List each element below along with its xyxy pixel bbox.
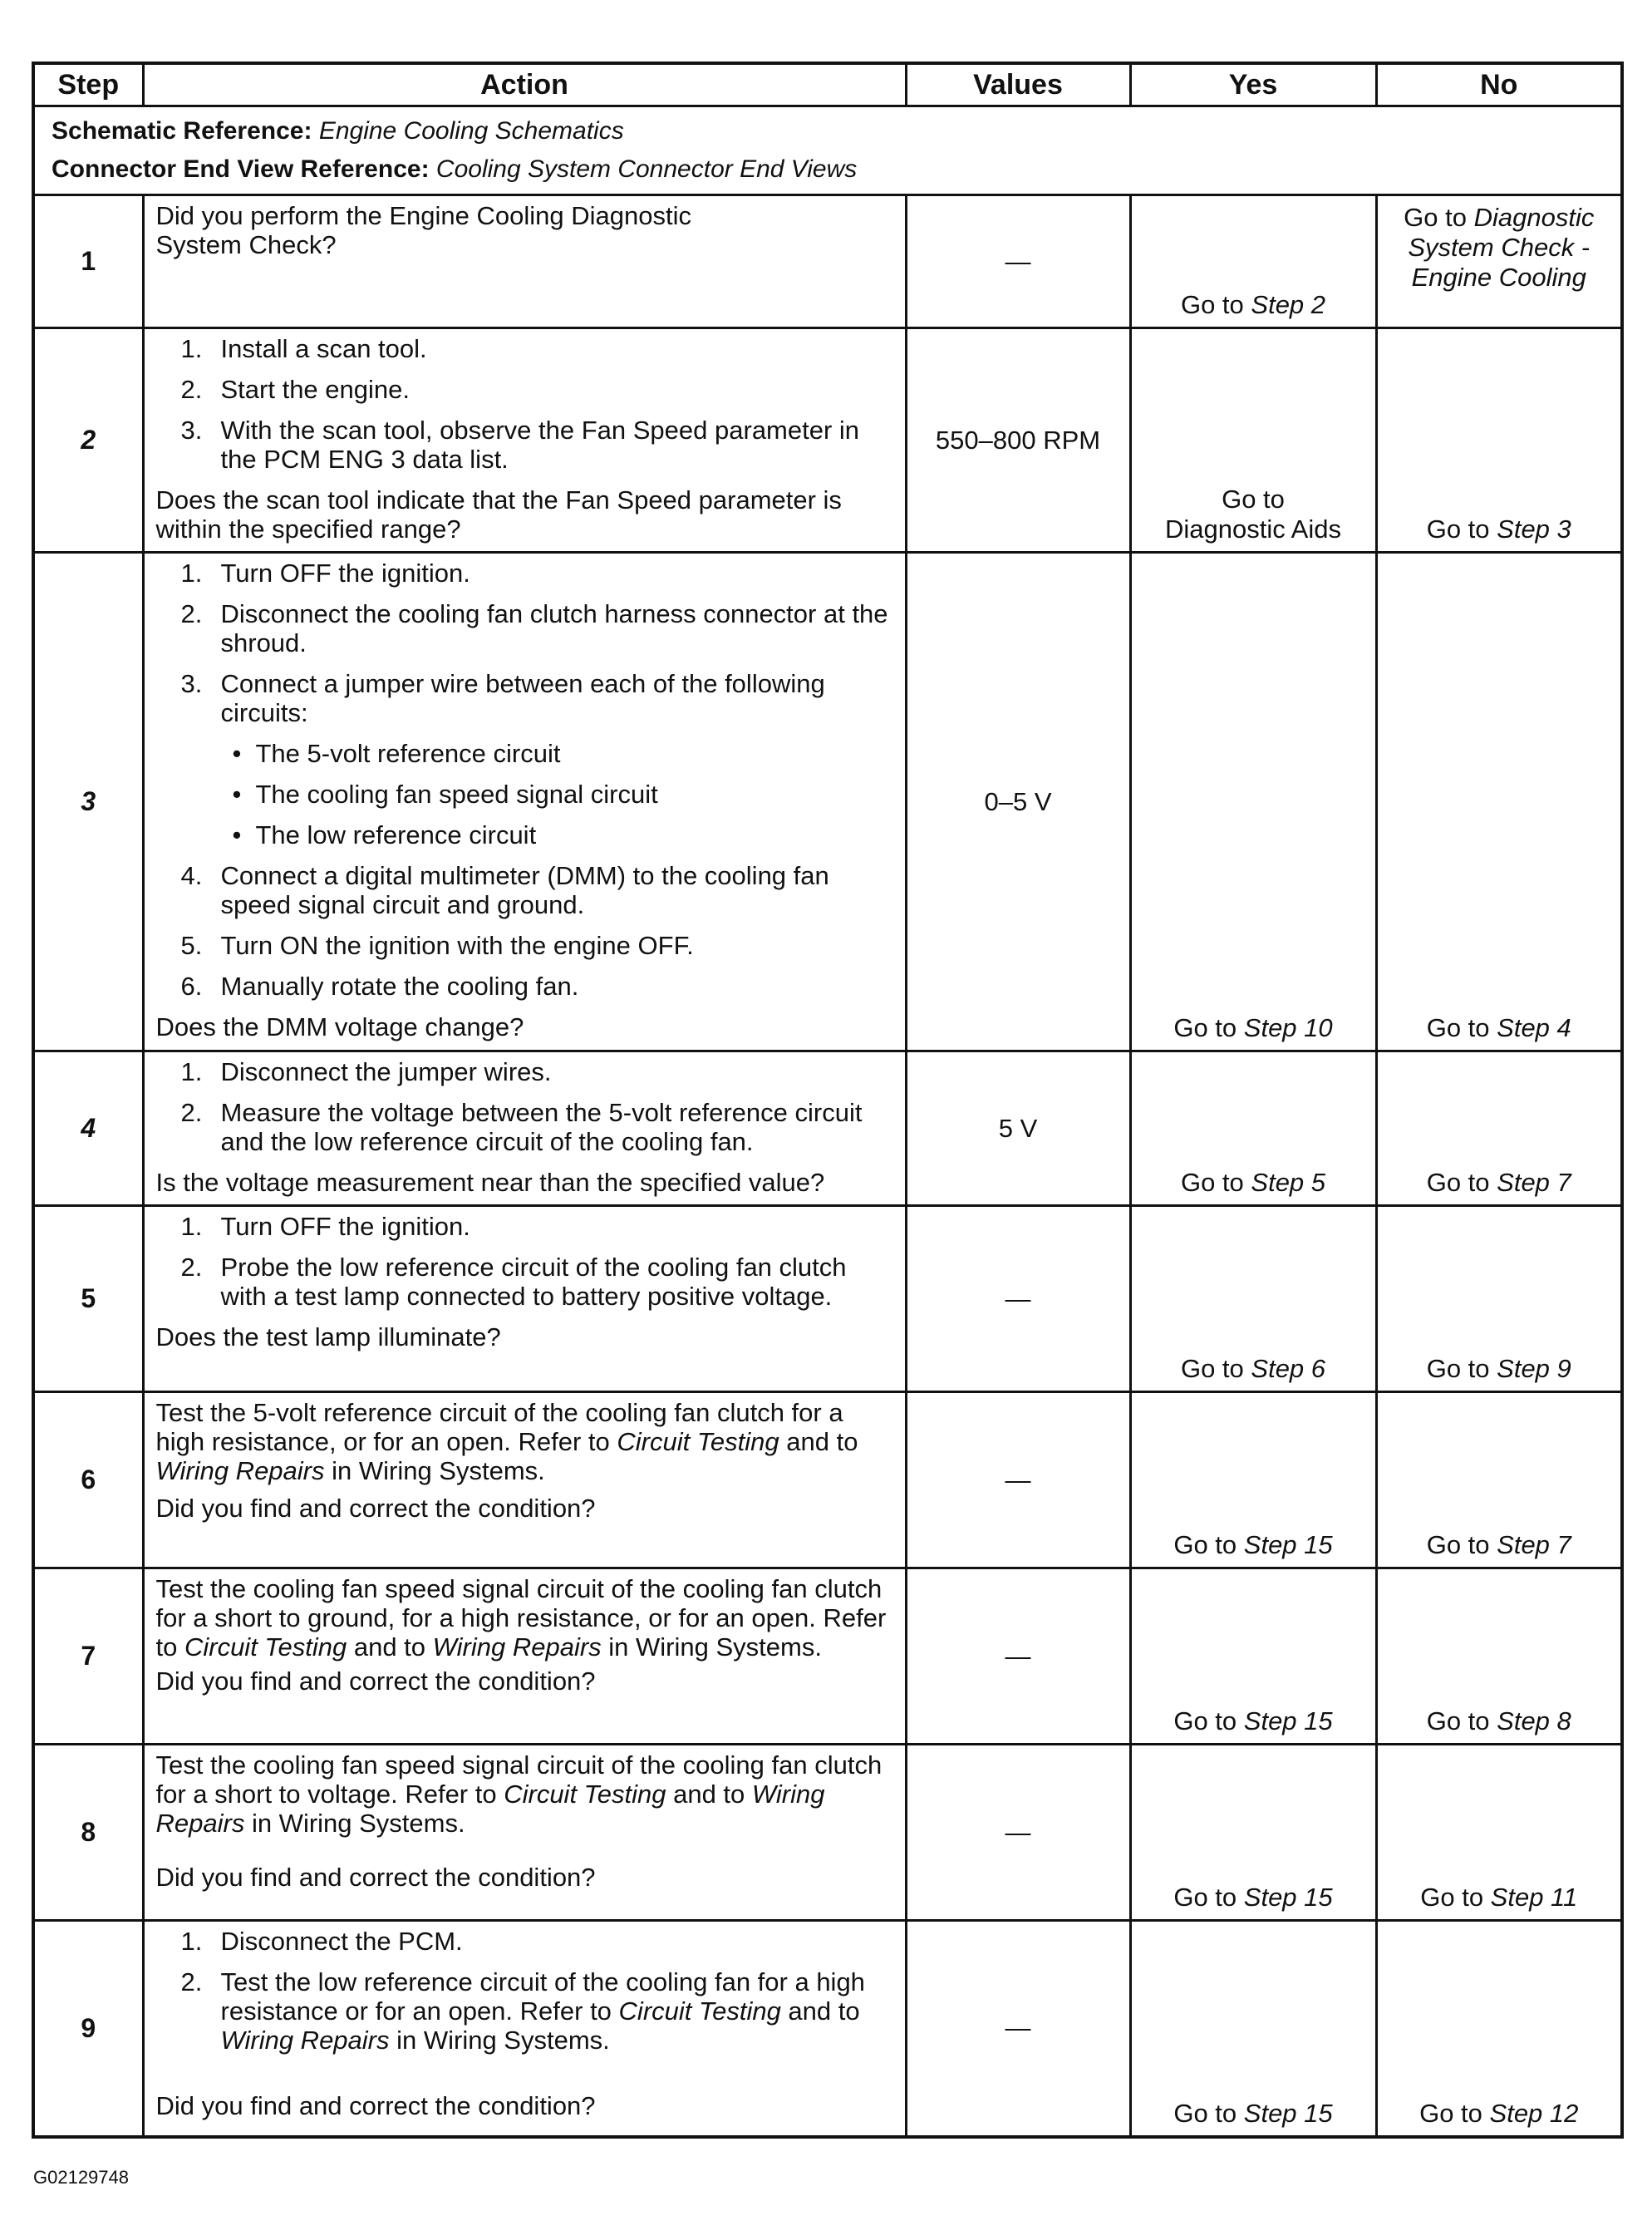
yes-link[interactable]: Step 10	[1243, 1013, 1333, 1042]
reference-cell	[33, 106, 1622, 195]
action-step: 6. Manually rotate the cooling fan.	[180, 972, 579, 1001]
step-action	[143, 1568, 906, 1745]
no-prefix: Go to	[1426, 1530, 1497, 1559]
no-prefix: Go to	[1426, 514, 1497, 544]
action-step: 2. Test the low reference circuit of the cooling fan for a high resistance or for an open. Refer to Circuit Testing and to Wiring Repairs in Wiring Systems.	[180, 1967, 865, 2055]
no-link[interactable]: Step 12	[1489, 2098, 1579, 2128]
wiring-repairs-link[interactable]: Wiring Repairs	[155, 1780, 825, 1838]
action-question: Did you find and correct the condition?	[155, 1494, 596, 1523]
action-step: 2. Measure the voltage between the 5-volt reference circuit and the low reference circuit of the cooling fan.	[180, 1098, 863, 1156]
step-action	[143, 1392, 906, 1568]
step-action	[143, 1051, 906, 1206]
step-number: 9	[33, 1921, 143, 2137]
action-text: Test the cooling fan speed signal circuit of the cooling fan clutch for a short to voltage. Refer to Circuit Testing and to Wiring Repairs in Wiring Systems.	[155, 1750, 883, 1838]
yes-link[interactable]: Step 15	[1243, 1706, 1333, 1735]
header-values: Values	[906, 63, 1130, 106]
circuit-testing-link[interactable]: Circuit Testing	[618, 1996, 781, 2026]
action-bullets	[156, 739, 897, 849]
step-number: 6	[33, 1392, 143, 1568]
no-prefix: Go to	[1426, 1168, 1497, 1197]
no-prefix: Go to	[1420, 1883, 1491, 1912]
action-step: 1. Turn OFF the ignition.	[180, 1212, 470, 1241]
no-prefix: Go to	[1426, 1354, 1497, 1383]
step-value: 5 V	[906, 1051, 1130, 1206]
step-yes	[1130, 1921, 1376, 2137]
no-link[interactable]: Step 3	[1497, 514, 1571, 544]
action-question: Does the DMM voltage change?	[155, 1012, 524, 1041]
no-link[interactable]: Step 11	[1490, 1883, 1578, 1912]
yes-link[interactable]: Step 15	[1243, 1883, 1333, 1912]
yes-prefix: Go to	[1173, 2098, 1244, 2128]
step-action	[143, 1921, 906, 2137]
table-row-step-7	[33, 1568, 1622, 1745]
connector-reference	[52, 150, 1604, 189]
yes-prefix: Go to	[1180, 1354, 1251, 1383]
no-link[interactable]: Diagnostic System Check - Engine Cooling	[1408, 203, 1595, 292]
step-number: 8	[33, 1745, 143, 1921]
yes-prefix: Go to	[1180, 290, 1251, 319]
action-question: Did you find and correct the condition?	[155, 1666, 596, 1696]
yes-link[interactable]: Step 15	[1243, 1530, 1333, 1559]
step-value: 550–800 RPM	[906, 328, 1130, 553]
yes-prefix: Go to	[1180, 1168, 1251, 1197]
step-action	[143, 195, 906, 328]
step-action	[143, 328, 906, 553]
schematic-reference	[52, 112, 1604, 150]
yes-prefix: Go to	[1173, 1013, 1244, 1042]
no-link[interactable]: Step 7	[1497, 1530, 1571, 1559]
table-row-step-3	[33, 553, 1622, 1051]
no-link[interactable]: Step 4	[1497, 1013, 1571, 1042]
action-steps	[156, 559, 897, 727]
step-number: 5	[33, 1206, 143, 1392]
action-question: Is the voltage measurement near than the specified value?	[155, 1168, 825, 1197]
step-no	[1376, 1745, 1622, 1921]
action-step: 1. Install a scan tool.	[180, 334, 427, 363]
diagnostic-table	[32, 62, 1624, 2139]
step-no	[1376, 1921, 1622, 2137]
schematic-reference-link[interactable]: Engine Cooling Schematics	[318, 117, 624, 145]
table-row-step-5	[33, 1206, 1622, 1392]
action-step: 1. Disconnect the PCM.	[180, 1927, 463, 1956]
action-step: 3. With the scan tool, observe the Fan Speed parameter in the PCM ENG 3 data list.	[180, 416, 860, 474]
wiring-repairs-link[interactable]: Wiring Repairs	[432, 1632, 602, 1662]
action-bullet: • The 5-volt reference circuit	[232, 739, 561, 768]
no-link[interactable]: Step 7	[1497, 1168, 1571, 1197]
action-text: Test the 5-volt reference circuit of the cooling fan clutch for a high resistance, or for an open. Refer to Circuit Testing and to Wiring Repairs in Wiring Systems.	[155, 1398, 858, 1485]
step-no	[1376, 1568, 1622, 1745]
table-row-step-6	[33, 1392, 1622, 1568]
reference-row	[33, 106, 1622, 195]
action-steps-continued	[156, 861, 897, 1001]
step-value: —	[906, 1206, 1130, 1392]
action-steps	[156, 1057, 897, 1156]
table-row-step-1	[33, 195, 1622, 328]
step-value: —	[906, 195, 1130, 328]
action-step: 1. Turn OFF the ignition.	[180, 559, 470, 588]
no-link[interactable]: Step 9	[1497, 1354, 1571, 1383]
action-steps	[156, 1927, 897, 2055]
step-yes	[1130, 1568, 1376, 1745]
step-no	[1376, 328, 1622, 553]
schematic-reference-label: Schematic Reference:	[52, 117, 312, 145]
action-question: Does the test lamp illuminate?	[155, 1322, 501, 1351]
wiring-repairs-link[interactable]: Wiring Repairs	[220, 2026, 390, 2055]
action-question: Did you find and correct the condition?	[155, 2091, 596, 2120]
step-no	[1376, 195, 1622, 328]
step-value: —	[906, 1392, 1130, 1568]
action-step: 2. Disconnect the cooling fan clutch harness connector at the shroud.	[180, 599, 888, 657]
figure-id: G02129748	[33, 2167, 129, 2188]
yes-link[interactable]: Step 2	[1251, 290, 1326, 319]
no-prefix: Go to	[1426, 1706, 1497, 1735]
step-number: 4	[33, 1051, 143, 1206]
step-action	[143, 553, 906, 1051]
header-yes: Yes	[1130, 63, 1376, 106]
step-value: —	[906, 1568, 1130, 1745]
no-prefix: Go to	[1404, 203, 1474, 232]
yes-prefix: Go to	[1173, 1883, 1244, 1912]
action-question: Does the scan tool indicate that the Fan Speed parameter is within the specified range?	[155, 485, 842, 544]
step-value: —	[906, 1921, 1130, 2137]
table-row-step-8	[33, 1745, 1622, 1921]
header-step: Step	[33, 63, 143, 106]
step-no	[1376, 1392, 1622, 1568]
step-yes	[1130, 328, 1376, 553]
table-row-step-9	[33, 1921, 1622, 2137]
circuit-testing-link[interactable]: Circuit Testing	[504, 1780, 666, 1809]
step-action	[143, 1206, 906, 1392]
action-question: Did you perform the Engine Cooling Diagnostic System Check?	[155, 201, 691, 259]
step-yes	[1130, 1051, 1376, 1206]
step-yes	[1130, 553, 1376, 1051]
step-no	[1376, 1206, 1622, 1392]
step-value: —	[906, 1745, 1130, 1921]
table-row-step-2	[33, 328, 1622, 553]
step-yes	[1130, 1745, 1376, 1921]
step-no	[1376, 553, 1622, 1051]
step-yes	[1130, 195, 1376, 328]
step-number: 2	[33, 328, 143, 553]
step-value: 0–5 V	[906, 553, 1130, 1051]
connector-reference-link[interactable]: Cooling System Connector End Views	[435, 155, 858, 183]
yes-link[interactable]: Step 15	[1243, 2098, 1333, 2128]
action-step: 5. Turn ON the ignition with the engine OFF.	[180, 931, 694, 960]
yes-link[interactable]: Step 6	[1251, 1354, 1326, 1383]
yes-prefix: Go to	[1173, 1706, 1244, 1735]
yes-prefix: Go to	[1222, 485, 1285, 514]
circuit-testing-link[interactable]: Circuit Testing	[617, 1427, 779, 1456]
step-yes	[1130, 1206, 1376, 1392]
action-bullet: • The low reference circuit	[232, 820, 537, 849]
connector-reference-label: Connector End View Reference:	[52, 155, 430, 183]
action-step: 3. Connect a jumper wire between each of the following circuits:	[180, 669, 825, 727]
action-bullet: • The cooling fan speed signal circuit	[232, 780, 658, 809]
action-step: 2. Start the engine.	[180, 375, 410, 404]
step-number: 7	[33, 1568, 143, 1745]
yes-prefix: Go to	[1173, 1530, 1244, 1559]
header-row	[33, 63, 1622, 106]
step-number: 3	[33, 553, 143, 1051]
header-no: No	[1376, 63, 1622, 106]
no-link[interactable]: Step 8	[1497, 1706, 1571, 1735]
table-row-step-4	[33, 1051, 1622, 1206]
no-prefix: Go to	[1419, 2098, 1490, 2128]
action-text: Test the cooling fan speed signal circuit of the cooling fan clutch for a short to ground, for a high resistance, or for an open. Refer to Circuit Testing and to Wiring Repairs in Wiring Systems.	[155, 1574, 887, 1662]
action-step: 4. Connect a digital multimeter (DMM) to the cooling fan speed signal circuit and ground.	[180, 861, 829, 919]
circuit-testing-link[interactable]: Circuit Testing	[184, 1632, 347, 1662]
action-steps	[156, 334, 897, 474]
yes-link[interactable]: Step 5	[1251, 1168, 1326, 1197]
step-yes	[1130, 1392, 1376, 1568]
no-prefix: Go to	[1426, 1013, 1497, 1042]
wiring-repairs-link[interactable]: Wiring Repairs	[155, 1456, 325, 1485]
action-step: 1. Disconnect the jumper wires.	[180, 1057, 552, 1086]
step-no	[1376, 1051, 1622, 1206]
step-number: 1	[33, 195, 143, 328]
action-question: Did you find and correct the condition?	[155, 1863, 596, 1892]
yes-link[interactable]: Diagnostic Aids	[1165, 514, 1341, 544]
step-action	[143, 1745, 906, 1921]
header-action: Action	[143, 63, 906, 106]
action-step: 2. Probe the low reference circuit of the cooling fan clutch with a test lamp connected to battery positive voltage.	[180, 1253, 847, 1311]
action-steps	[156, 1212, 897, 1311]
